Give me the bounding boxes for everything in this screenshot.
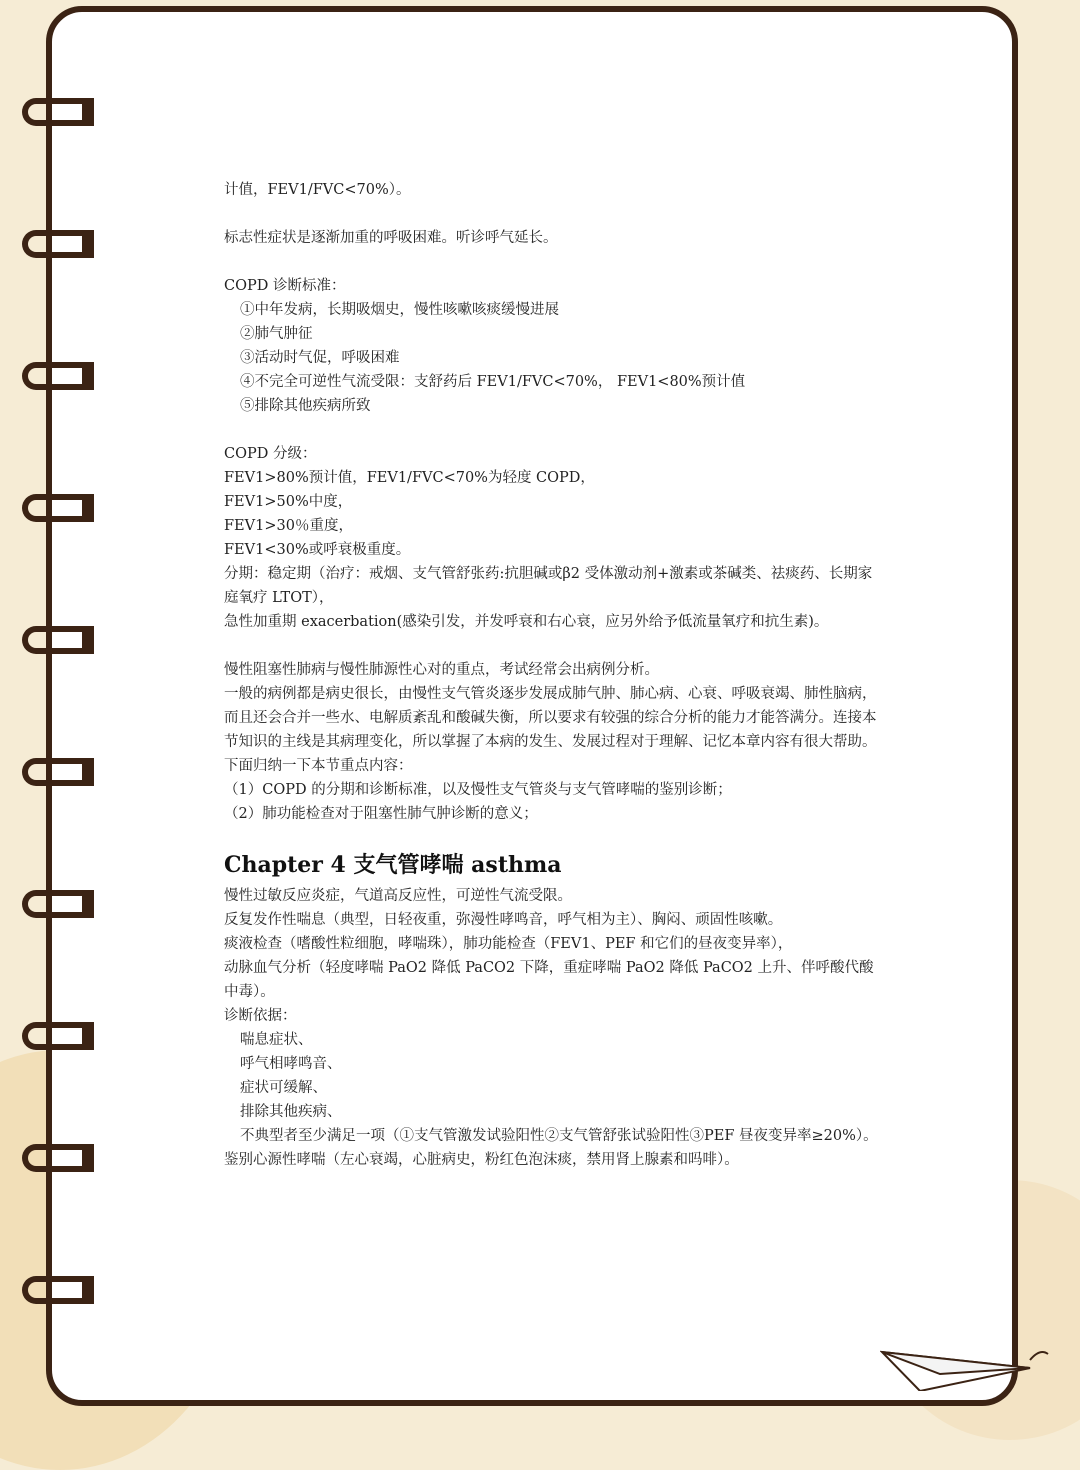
section-heading: COPD 诊断标准： — [224, 278, 346, 294]
text-line: 标志性症状是逐渐加重的呼吸困难。听诊呼气延长。 — [224, 230, 558, 246]
list-item: 喘息症状、 — [240, 1032, 313, 1048]
text-line: 反复发作性喘息（典型，日轻夜重，弥漫性哮鸣音，呼气相为主）、胸闷、顽固性咳嗽。 — [224, 912, 783, 928]
list-item: FEV1>80%预计值，FEV1/FVC<70%为轻度 COPD， — [224, 470, 595, 486]
binder-ring — [22, 758, 88, 786]
binder-ring — [22, 626, 88, 654]
binder-ring — [22, 230, 88, 258]
list-item: ①中年发病，长期吸烟史，慢性咳嗽咳痰缓慢进展 — [240, 302, 559, 318]
text-line: 慢性过敏反应炎症，气道高反应性，可逆性气流受限。 — [224, 888, 572, 904]
text-line: 痰液检查（嗜酸性粒细胞，哮喘珠），肺功能检查（FEV1、PEF 和它们的昼夜变异率）， — [224, 936, 793, 952]
list-item: 排除其他疾病、 — [240, 1104, 342, 1120]
text-paragraph: 动脉血气分析（轻度哮喘 PaO2 降低 PaCO2 下降，重症哮喘 PaO2 降低 PaCO2 上升、伴呼酸代酸中毒）。 — [224, 960, 874, 1000]
text-line: 计值，FEV1/FVC<70%）。 — [224, 182, 411, 198]
binder-ring — [22, 362, 88, 390]
text-paragraph: 急性加重期 exacerbation(感染引发，并发呼衰和右心衰，应另外给予低流量氧疗和抗生素)。 — [224, 614, 829, 630]
text-paragraph: 慢性阻塞性肺病与慢性肺源性心对的重点，考试经常会出病例分析。 — [224, 662, 659, 678]
section-heading: COPD 分级： — [224, 446, 317, 462]
document-body — [224, 178, 884, 1172]
binder-ring — [22, 890, 88, 918]
list-item: 呼气相哮鸣音、 — [240, 1056, 342, 1072]
binder-ring — [22, 494, 88, 522]
text-paragraph: 分期：稳定期（治疗：戒烟、支气管舒张药:抗胆碱或β2 受体激动剂+激素或茶碱类、祛痰药、长期家庭氧疗 LTOT）， — [224, 566, 873, 606]
list-item: 症状可缓解、 — [240, 1080, 327, 1096]
binder-ring — [22, 1144, 88, 1172]
paper-plane-icon — [880, 1340, 1050, 1391]
list-item: ⑤排除其他疾病所致 — [240, 398, 371, 414]
list-item: ③活动时气促，呼吸困难 — [240, 350, 400, 366]
chapter-title: Chapter 4 支气管哮喘 asthma — [224, 852, 562, 878]
text-paragraph: 一般的病例都是病史很长，由慢性支气管炎逐步发展成肺气肿、肺心病、心衰、呼吸衰竭、肺性脑病，而且还会合并一些水、电解质紊乱和酸碱失衡，所以要求有较强的综合分析的能力才能答满分。连接本节知识的主线是其病理变化，所以掌握了本病的发生、发展过程对于理解、记忆本章内容有很大帮助。 — [224, 686, 877, 750]
list-item: FEV1<30%或呼衰极重度。 — [224, 542, 411, 558]
list-item: （2）肺功能检查对于阻塞性肺气肿诊断的意义； — [224, 806, 538, 822]
text-paragraph: 下面归纳一下本节重点内容： — [224, 758, 413, 774]
binder-ring — [22, 1022, 88, 1050]
list-item: FEV1>30％重度， — [224, 518, 353, 534]
binder-ring — [22, 98, 88, 126]
list-item: FEV1>50%中度， — [224, 494, 353, 510]
section-heading: 诊断依据： — [224, 1008, 297, 1024]
binder-ring — [22, 1276, 88, 1304]
list-item: ④不完全可逆性气流受限：支舒药后 FEV1/FVC<70%， FEV1<80%预计值 — [240, 374, 746, 390]
list-item: 不典型者至少满足一项（①支气管激发试验阳性②支气管舒张试验阳性③PEF 昼夜变异率≥20%）。 — [240, 1128, 878, 1144]
list-item: （1）COPD 的分期和诊断标准，以及慢性支气管炎与支气管哮喘的鉴别诊断； — [224, 782, 732, 798]
list-item: ②肺气肿征 — [240, 326, 313, 342]
text-line: 鉴别心源性哮喘（左心衰竭，心脏病史，粉红色泡沫痰，禁用肾上腺素和吗啡）。 — [224, 1152, 739, 1168]
